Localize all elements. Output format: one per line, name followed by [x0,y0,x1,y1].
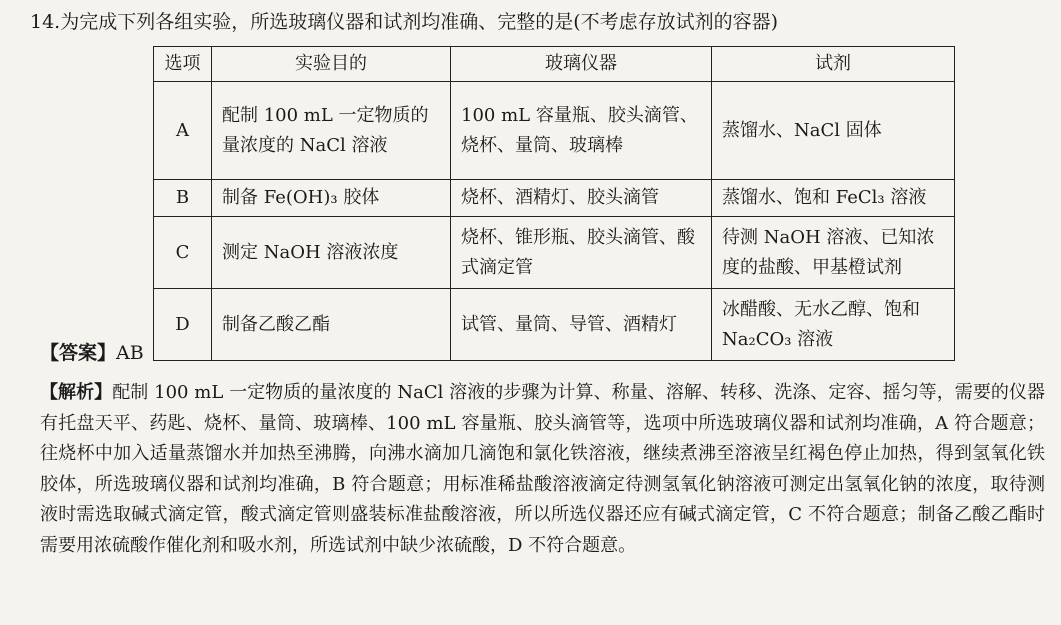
header-option: 选项 [154,47,212,82]
question-stem: 14.为完成下列各组实验，所选玻璃仪器和试剂均准确、完整的是(不考虑存放试剂的容器) [30,11,779,33]
table-header-row [154,47,955,82]
reagent-cell: 蒸馏水、饱和 FeCl₃ 溶液 [712,180,955,217]
reagent-cell: 冰醋酸、无水乙醇、饱和 Na₂CO₃ 溶液 [712,289,955,361]
glassware-cell: 烧杯、酒精灯、胶头滴管 [451,180,712,217]
purpose-cell: 配制 100 mL 一定物质的量浓度的 NaCl 溶液 [212,82,451,180]
table-row [154,180,955,217]
purpose-cell: 制备 Fe(OH)₃ 胶体 [212,180,451,217]
purpose-cell: 测定 NaOH 溶液浓度 [212,217,451,289]
analysis-text: 配制 100 mL 一定物质的量浓度的 NaCl 溶液的步骤为计算、称量、溶解、转移、洗涤、定容、摇匀等，需要的仪器有托盘天平、药匙、烧杯、量筒、玻璃棒、100 mL 容量瓶、胶头滴管等，选项中所选玻璃仪器和试剂均准确，A 符合题意；往烧杯中加入适量蒸馏水并加热至沸腾，向沸水滴加几滴饱和氯化铁溶液，继续煮沸至溶液呈红褐色停止加热，得到氢氧化铁胶体，所选玻璃仪器和试剂均准确，B 符合题意；用标准稀盐酸溶液滴定待测氢氧化钠溶液可测定出氢氧化钠的浓度，取待测液时需选取碱式滴定管，酸式滴定管则盛装标准盐酸溶液，所以所选仪器还应有碱式滴定管，C 不符合题意；制备乙酸乙酯时需要用浓硫酸作催化剂和吸水剂，所选试剂中缺少浓硫酸，D 不符合题意。 [40,382,1045,556]
reagent-cell: 蒸馏水、NaCl 固体 [712,82,955,180]
table-row [154,82,955,180]
reagent-cell: 待测 NaOH 溶液、已知浓度的盐酸、甲基橙试剂 [712,217,955,289]
glassware-cell: 烧杯、锥形瓶、胶头滴管、酸式滴定管 [451,217,712,289]
options-table [153,46,955,361]
header-glassware: 玻璃仪器 [451,47,712,82]
answer-label: 【答案】 [40,342,117,364]
answer-line [40,338,1040,368]
option-label: B [154,180,212,217]
glassware-cell: 试管、量筒、导管、酒精灯 [451,289,712,361]
header-reagent: 试剂 [712,47,955,82]
analysis-label: 【解析】 [40,382,113,403]
purpose-cell: 制备乙酸乙酯 [212,289,451,361]
option-label: C [154,217,212,289]
answer-value: AB [116,342,144,364]
glassware-cell: 100 mL 容量瓶、胶头滴管、烧杯、量筒、玻璃棒 [451,82,712,180]
option-label: D [154,289,212,361]
header-purpose: 实验目的 [212,47,451,82]
analysis-paragraph [40,378,1045,561]
option-label: A [154,82,212,180]
table-row [154,217,955,289]
